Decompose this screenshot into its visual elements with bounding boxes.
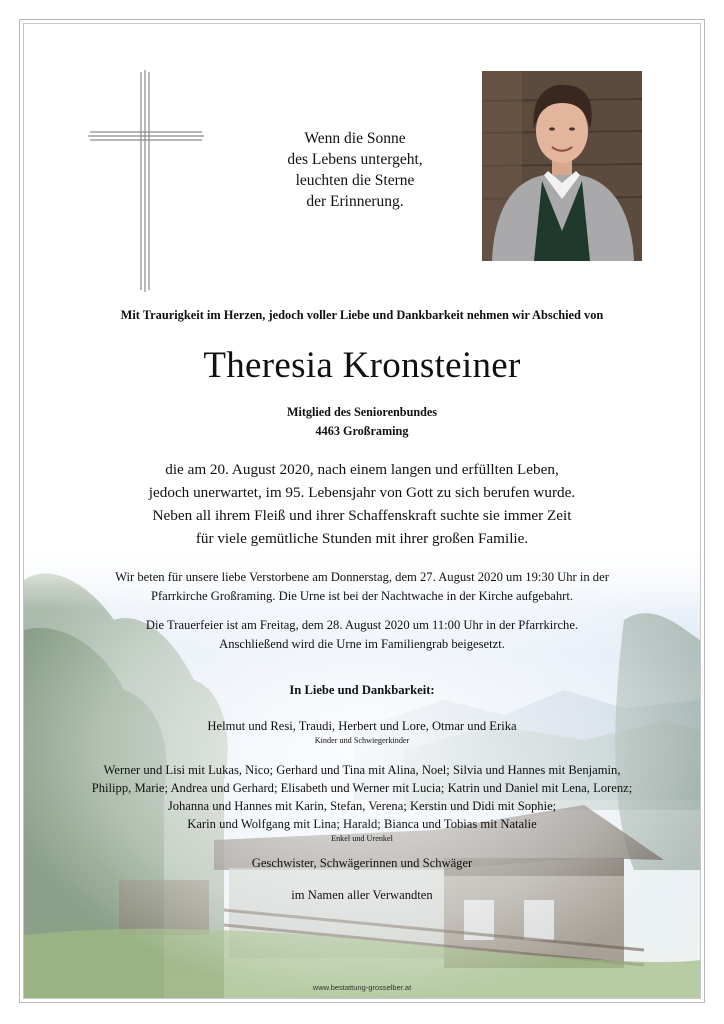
service-details	[40, 568, 684, 654]
children-label: Kinder und Schwiegerkinder	[314, 736, 410, 745]
quote-line: des Lebens untergeht,	[287, 151, 423, 168]
funeral-home-url[interactable]: www.bestattung-grosselber.at	[312, 983, 412, 992]
bio-line: jedoch unerwartet, im 95. Lebensjahr von Gott zu sich berufen wurde.	[148, 484, 576, 501]
memorial-quote	[255, 128, 455, 212]
grandchildren-line: Karin und Wolfgang mit Lina; Harald; Bianca und Tobias mit Natalie	[187, 817, 537, 831]
siblings-line: Geschwister, Schwägerinnen und Schwäger	[251, 856, 473, 870]
deceased-name: Theresia Kronsteiner	[203, 345, 521, 386]
prayer-line: Wir beten für unsere liebe Verstorbene am Donnerstag, dem 27. August 2020 um 19:30 Uhr in der	[115, 570, 609, 584]
prayer-line: Pfarrkirche Großraming. Die Urne ist bei der Nachtwache in der Kirche aufgebahrt.	[150, 589, 574, 603]
intro-line: Mit Traurigkeit im Herzen, jedoch voller Liebe und Dankbarkeit nehmen wir Abschied von	[120, 308, 604, 322]
membership: Mitglied des Seniorenbundes	[286, 405, 438, 419]
quote-line: leuchten die Sterne	[295, 172, 415, 189]
grandchildren-line: Johanna und Hannes mit Karin, Stefan, Verena; Kerstin und Didi mit Sophie;	[167, 799, 557, 813]
quote-line: Wenn die Sonne	[304, 130, 406, 147]
mourners-list	[40, 717, 684, 904]
grandchildren-line: Philipp, Marie; Andrea und Gerhard; Elisabeth und Werner mit Lucia; Katrin und Daniel mit Lena, Lorenz;	[91, 781, 633, 795]
children-names: Helmut und Resi, Traudi, Herbert und Lore, Otmar und Erika	[207, 719, 517, 733]
portrait-photo	[482, 71, 642, 261]
biography	[40, 458, 684, 550]
funeral-line: Die Trauerfeier ist am Freitag, dem 28. August 2020 um 11:00 Uhr in der Pfarrkirche.	[145, 618, 579, 632]
funeral-line: Anschließend wird die Urne im Familiengrab beigesetzt.	[219, 637, 505, 651]
grandchildren-line: Werner und Lisi mit Lukas, Nico; Gerhard und Tina mit Alina, Noel; Silvia und Hannes mit Benjamin,	[103, 763, 621, 777]
quote-line: der Erinnerung.	[306, 193, 404, 210]
location: 4463 Großraming	[315, 424, 409, 438]
bio-line: für viele gemütliche Stunden mit ihrer großen Familie.	[195, 530, 529, 547]
cross-icon	[88, 70, 204, 292]
bio-line: die am 20. August 2020, nach einem langen und erfüllten Leben,	[165, 461, 559, 478]
grandchildren-label: Enkel und Urenkel	[331, 834, 393, 843]
mourners-heading: In Liebe und Dankbarkeit:	[289, 683, 435, 697]
membership-block	[40, 403, 684, 441]
relatives-line: im Namen aller Verwandten	[291, 888, 433, 902]
bio-line: Neben all ihrem Fleiß und ihrer Schaffenskraft suchte sie immer Zeit	[152, 507, 572, 524]
